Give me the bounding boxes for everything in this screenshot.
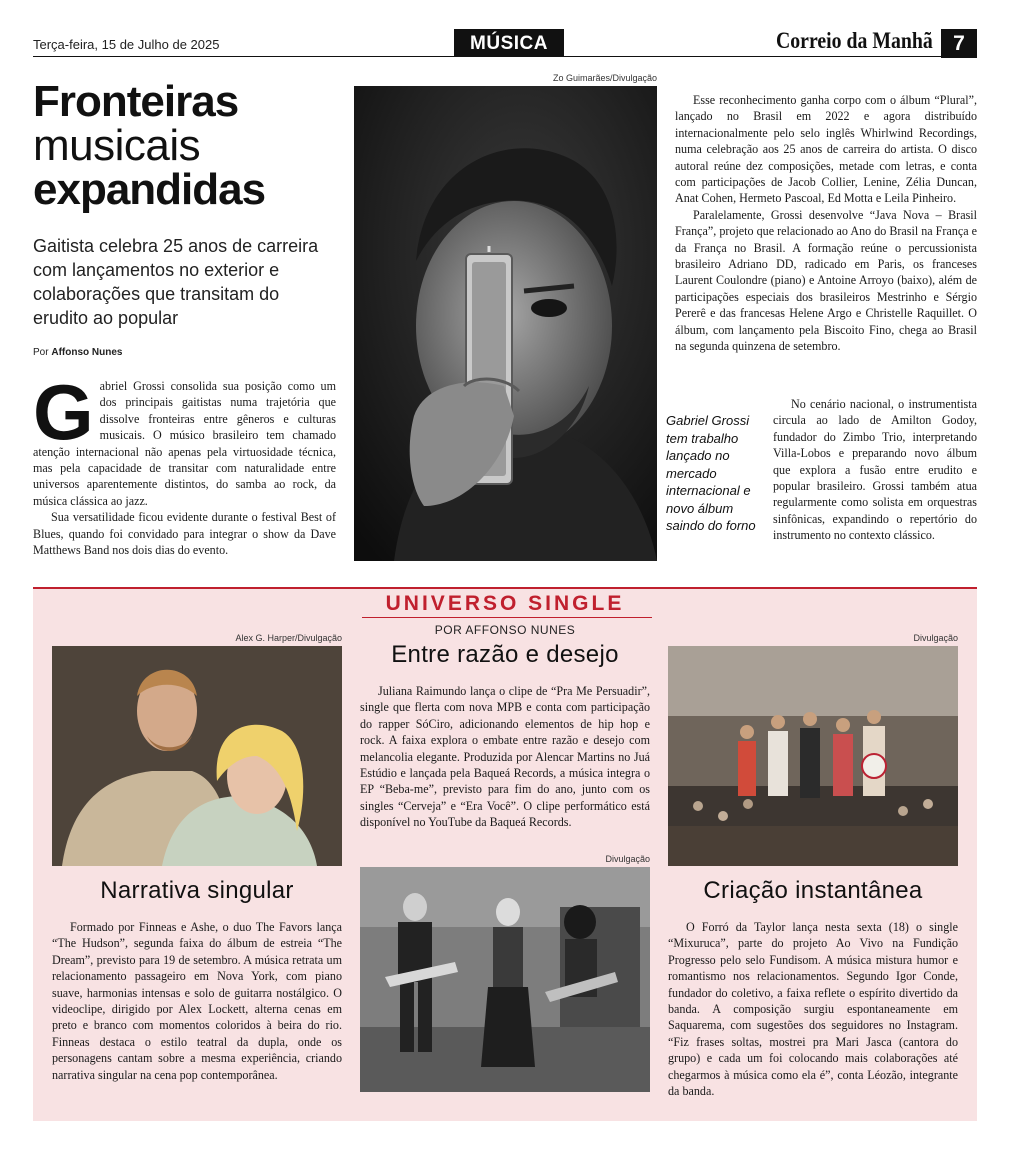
title-underline	[362, 617, 652, 618]
photo-credit: Zo Guimarães/Divulgação	[552, 73, 657, 83]
concert-illustration	[668, 646, 958, 866]
page-number: 7	[941, 29, 977, 58]
article-byline	[33, 347, 122, 358]
band-illustration	[360, 867, 650, 1092]
photo-credit: Divulgação	[605, 854, 650, 864]
photo-credit: Divulgação	[913, 633, 958, 643]
article-paragraph: Formado por Finneas e Ashe, o duo The Favors lança “The Hudson”, segunda faixa do álbum de estreia “The Dream”, previsto para 19 de setembro. A música retrata um relacionamento passageiro em Nova York, com piano suave, harmonias intensas e solo de guitarra nostálgico. O videoclipe, dirigido por Alex Lockett, alterna cenas em preto e branco com momentos coloridos à beira do rio. Finneas destaca o estilo teatral da dupla, onde os personagens cantam sobre a mesma experiência, criando narrativa singular na cena pop contemporânea.	[52, 920, 342, 1082]
portrait-illustration	[354, 86, 657, 561]
article-paragraph: O Forró da Taylor lança nesta sexta (18) o single “Mixuruca”, parte do projeto Ao Vivo na Fundição Progresso pelo selo Fundisom. A música mistura humor e romantismo nos relacionamentos. Segundo Igor Conde, fundador do coletivo, a faixa reflete o espírito divertido da banda. A composição surgiu espontaneamente em Saquarema, com sugestões dos seguidores no Instagram. “Fiz frases soltas, mostrei pra Mari Jasca (cantora do grupo) e cada um foi colocando mais colaborações até chegarmos à música como ela é”, conta Léozão, integrante da banda.	[668, 920, 958, 1099]
article-paragraph: Esse reconhecimento ganha corpo com o álbum “Plural”, lançado no Brasil em 2022 e agora distribuído internacionalmente pelo selo inglês Whirlwind Recordings, numa celebração aos 25 anos de carreira do artista. O disco autoral reúne dez composições, metade com letras, e conta com participações de Jacob Collier, Lenine, Zélia Duncan, Anat Cohen, Hermeto Pascoal, Ed Motta e Leila Pinheiro.	[675, 93, 977, 206]
universo-single-title: UNIVERSO SINGLE	[385, 592, 625, 615]
criacao-heading: Criação instantânea	[703, 877, 923, 904]
entre-razao-text-block	[360, 683, 650, 855]
narrativa-text-block	[52, 919, 342, 1109]
article-paragraph: Sua versatilidade ficou evidente durante o festival Best of Blues, quando foi convidado para integrar o show da Dave Matthews Band nos dois dias do evento.	[33, 510, 336, 558]
main-photo-harmonica-player	[354, 86, 657, 561]
article-column-left	[33, 378, 336, 568]
article-column-right	[675, 92, 977, 402]
forro-da-taylor-photo	[668, 646, 958, 866]
entre-razao-heading: Entre razão e desejo	[391, 641, 619, 668]
headline-line-1: Fronteiras	[33, 77, 239, 126]
juliana-raimundo-band-photo	[360, 867, 650, 1092]
article-paragraph: Juliana Raimundo lança o clipe de “Pra Me Persuadir”, single que flerta com nova MPB e conta com participação do rapper SóCiro, adicionando elementos de hip hop e rock. A faixa explora o embate entre razão e desejo com melancolia elegante. Produzida por Alencar Martins no Juá Estúdio e lançada pela Baqueá Records, a música integra o EP “Beba-me”, previsto para fim do ano, junto com os singles “Cerveja” e “Era Você”. O clipe performático está disponível no YouTube da Baqueá Records.	[360, 684, 650, 830]
criacao-text-block	[668, 919, 958, 1109]
newspaper-name: Correio da Manhã	[776, 28, 933, 53]
headline-line-2: musicais	[33, 121, 201, 170]
section-label: MÚSICA	[454, 29, 564, 57]
article-subtitle: Gaitista celebra 25 anos de carreira com lançamentos no exterior e colaborações que transitam do erudito ao popular	[33, 236, 319, 328]
header-rule	[33, 56, 977, 57]
photo-credit: Alex G. Harper/Divulgação	[235, 633, 342, 643]
issue-date: Terça-feira, 15 de Julho de 2025	[33, 37, 220, 52]
duo-illustration	[52, 646, 342, 866]
paragraph-text: abriel Grossi consolida sua posição como um dos principais gaitistas numa trajetória que dissolve fronteiras entre gêneros e culturas musicais. O músico brasileiro tem chamado atenção internacional não apenas pela virtuosidade técnica, mas pela capacidade de transitar com naturalidade entre universos aparentemente distintos, do samba ao rock, da música clássica ao jazz.	[33, 379, 336, 508]
article-paragraph: Paralelamente, Grossi desenvolve “Java Nova – Brasil França”, projeto que relacionado ao Ano do Brasil na França e da França no Brasil. A formação reúne o percussionista brasileiro Adriano DD, radicado em Paris, os franceses Laurent Coulondre (piano) e Antoine Arroyo (baixo), além de participações especiais dos brasileiros Mestrinho e Sérgio Pererê e das francesas Helene Argo e Christelle Raquillet. O álbum, com lançamento pela Biscoito Fino, chega ao Brasil na segunda quinzena de setembro.	[675, 207, 977, 354]
the-favors-photo	[52, 646, 342, 866]
universo-single-byline: POR AFFONSO NUNES	[434, 623, 576, 637]
drop-cap: G	[33, 378, 94, 456]
headline-line-3: expandidas	[33, 165, 266, 214]
narrativa-heading: Narrativa singular	[100, 877, 294, 904]
photo-caption: Gabriel Grossi tem trabalho lançado no mercado internacional e novo álbum saindo do forno	[666, 413, 756, 533]
byline-author: Affonso Nunes	[51, 347, 123, 358]
article-paragraph	[33, 378, 336, 509]
main-headline	[33, 77, 353, 214]
byline-prefix: Por	[33, 347, 49, 358]
article-paragraph: No cenário nacional, o instrumentista circula ao lado de Amilton Godoy, fundador do Zimbo Trio, interpretando Villa-Lobos e preparando novo álbum que explora a fusão entre erudito e popular brasileiro. Grossi também atua regularmente como solista em orquestras sinfônicas, expandindo o repertório do instrumento no contexto clássico.	[773, 397, 977, 543]
article-column-right-narrow	[773, 396, 977, 568]
